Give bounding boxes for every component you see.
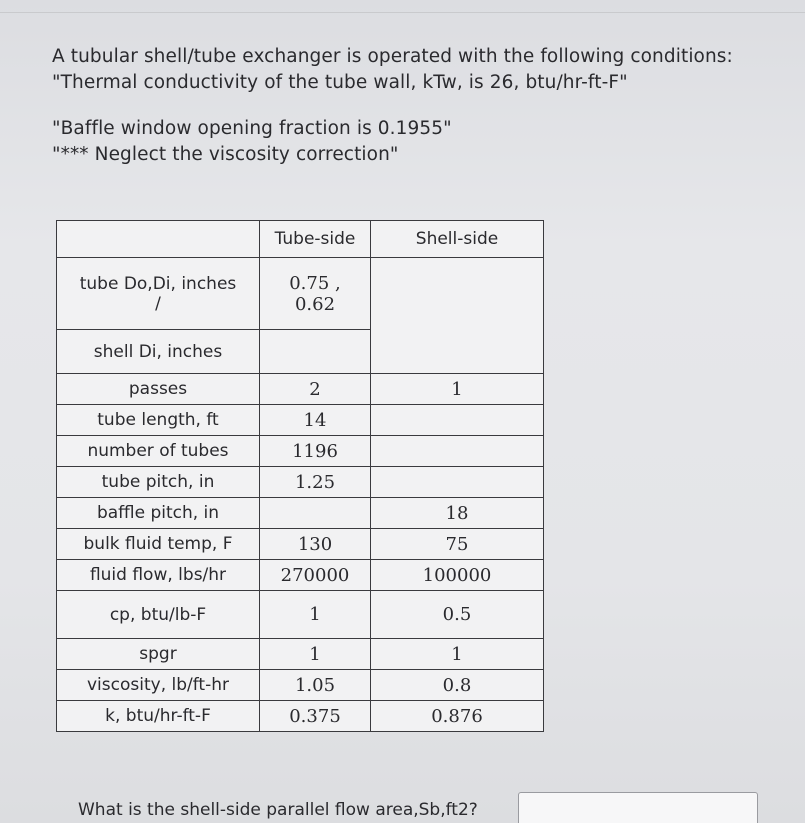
shell-value xyxy=(371,467,544,498)
header-tube-side: Tube-side xyxy=(260,221,371,258)
tube-di-value: 0.62 xyxy=(294,293,336,315)
shell-value: 75 xyxy=(371,529,544,560)
row-label: shell Di, inches xyxy=(57,330,260,374)
table-row xyxy=(57,670,544,701)
shell-value xyxy=(371,436,544,467)
row-label: k, btu/hr-ft-F xyxy=(57,701,260,732)
problem-statement xyxy=(52,44,792,168)
shell-value: 18 xyxy=(371,498,544,529)
conditions-table xyxy=(56,220,544,732)
row-label-slash: / xyxy=(155,293,161,314)
table-row xyxy=(57,529,544,560)
tube-do-value: 0.75 , xyxy=(289,272,341,294)
table-row xyxy=(57,436,544,467)
answer-input[interactable] xyxy=(518,792,758,823)
tube-value: 130 xyxy=(260,529,371,560)
row-label: cp, btu/lb-F xyxy=(57,591,260,639)
tube-value: 1196 xyxy=(260,436,371,467)
table-row xyxy=(57,701,544,732)
tube-value: 1.05 xyxy=(260,670,371,701)
shell-value: 1 xyxy=(371,639,544,670)
prompt-line-2: "Thermal conductivity of the tube wall, kTw, is 26, btu/hr-ft-F" xyxy=(52,72,628,93)
shell-value xyxy=(371,405,544,436)
table-row xyxy=(57,560,544,591)
table-row xyxy=(57,405,544,436)
table-row xyxy=(57,639,544,670)
table-header-row xyxy=(57,221,544,258)
tube-value: 0.375 xyxy=(260,701,371,732)
row-label: bulk fluid temp, F xyxy=(57,529,260,560)
tube-value: 1 xyxy=(260,639,371,670)
table-row xyxy=(57,591,544,639)
table-row xyxy=(57,374,544,405)
tube-value: 270000 xyxy=(260,560,371,591)
header-blank xyxy=(57,221,260,258)
row-label: tube pitch, in xyxy=(57,467,260,498)
header-shell-side: Shell-side xyxy=(371,221,544,258)
tube-value xyxy=(260,498,371,529)
table-row xyxy=(57,467,544,498)
shell-value: 0.8 xyxy=(371,670,544,701)
table-row xyxy=(57,498,544,529)
prompt-line-4: "*** Neglect the viscosity correction" xyxy=(52,144,399,165)
row-label: fluid flow, lbs/hr xyxy=(57,560,260,591)
row-label: viscosity, lb/ft-hr xyxy=(57,670,260,701)
tube-value: 14 xyxy=(260,405,371,436)
shell-value: 0.876 xyxy=(371,701,544,732)
top-divider xyxy=(0,12,805,13)
row-label: tube length, ft xyxy=(57,405,260,436)
shell-value: 100000 xyxy=(371,560,544,591)
tube-value xyxy=(260,330,371,374)
row-label: number of tubes xyxy=(57,436,260,467)
prompt-line-3: "Baffle window opening fraction is 0.1955" xyxy=(52,118,452,139)
shell-value: 1 xyxy=(371,374,544,405)
row-label xyxy=(57,258,260,330)
conditions-table-wrapper xyxy=(56,220,544,732)
row-label-text: tube Do,Di, inches xyxy=(79,273,237,294)
tube-value xyxy=(260,258,371,330)
row-label: spgr xyxy=(57,639,260,670)
tube-value: 2 xyxy=(260,374,371,405)
shell-value: 0.5 xyxy=(371,591,544,639)
table-row xyxy=(57,258,544,330)
tube-value: 1 xyxy=(260,591,371,639)
row-label: passes xyxy=(57,374,260,405)
tube-value: 1.25 xyxy=(260,467,371,498)
question-text: What is the shell-side parallel flow area,Sb,ft2? xyxy=(78,800,478,820)
shell-value xyxy=(371,258,544,374)
prompt-line-1: A tubular shell/tube exchanger is operated with the following conditions: xyxy=(52,46,733,67)
row-label: baffle pitch, in xyxy=(57,498,260,529)
